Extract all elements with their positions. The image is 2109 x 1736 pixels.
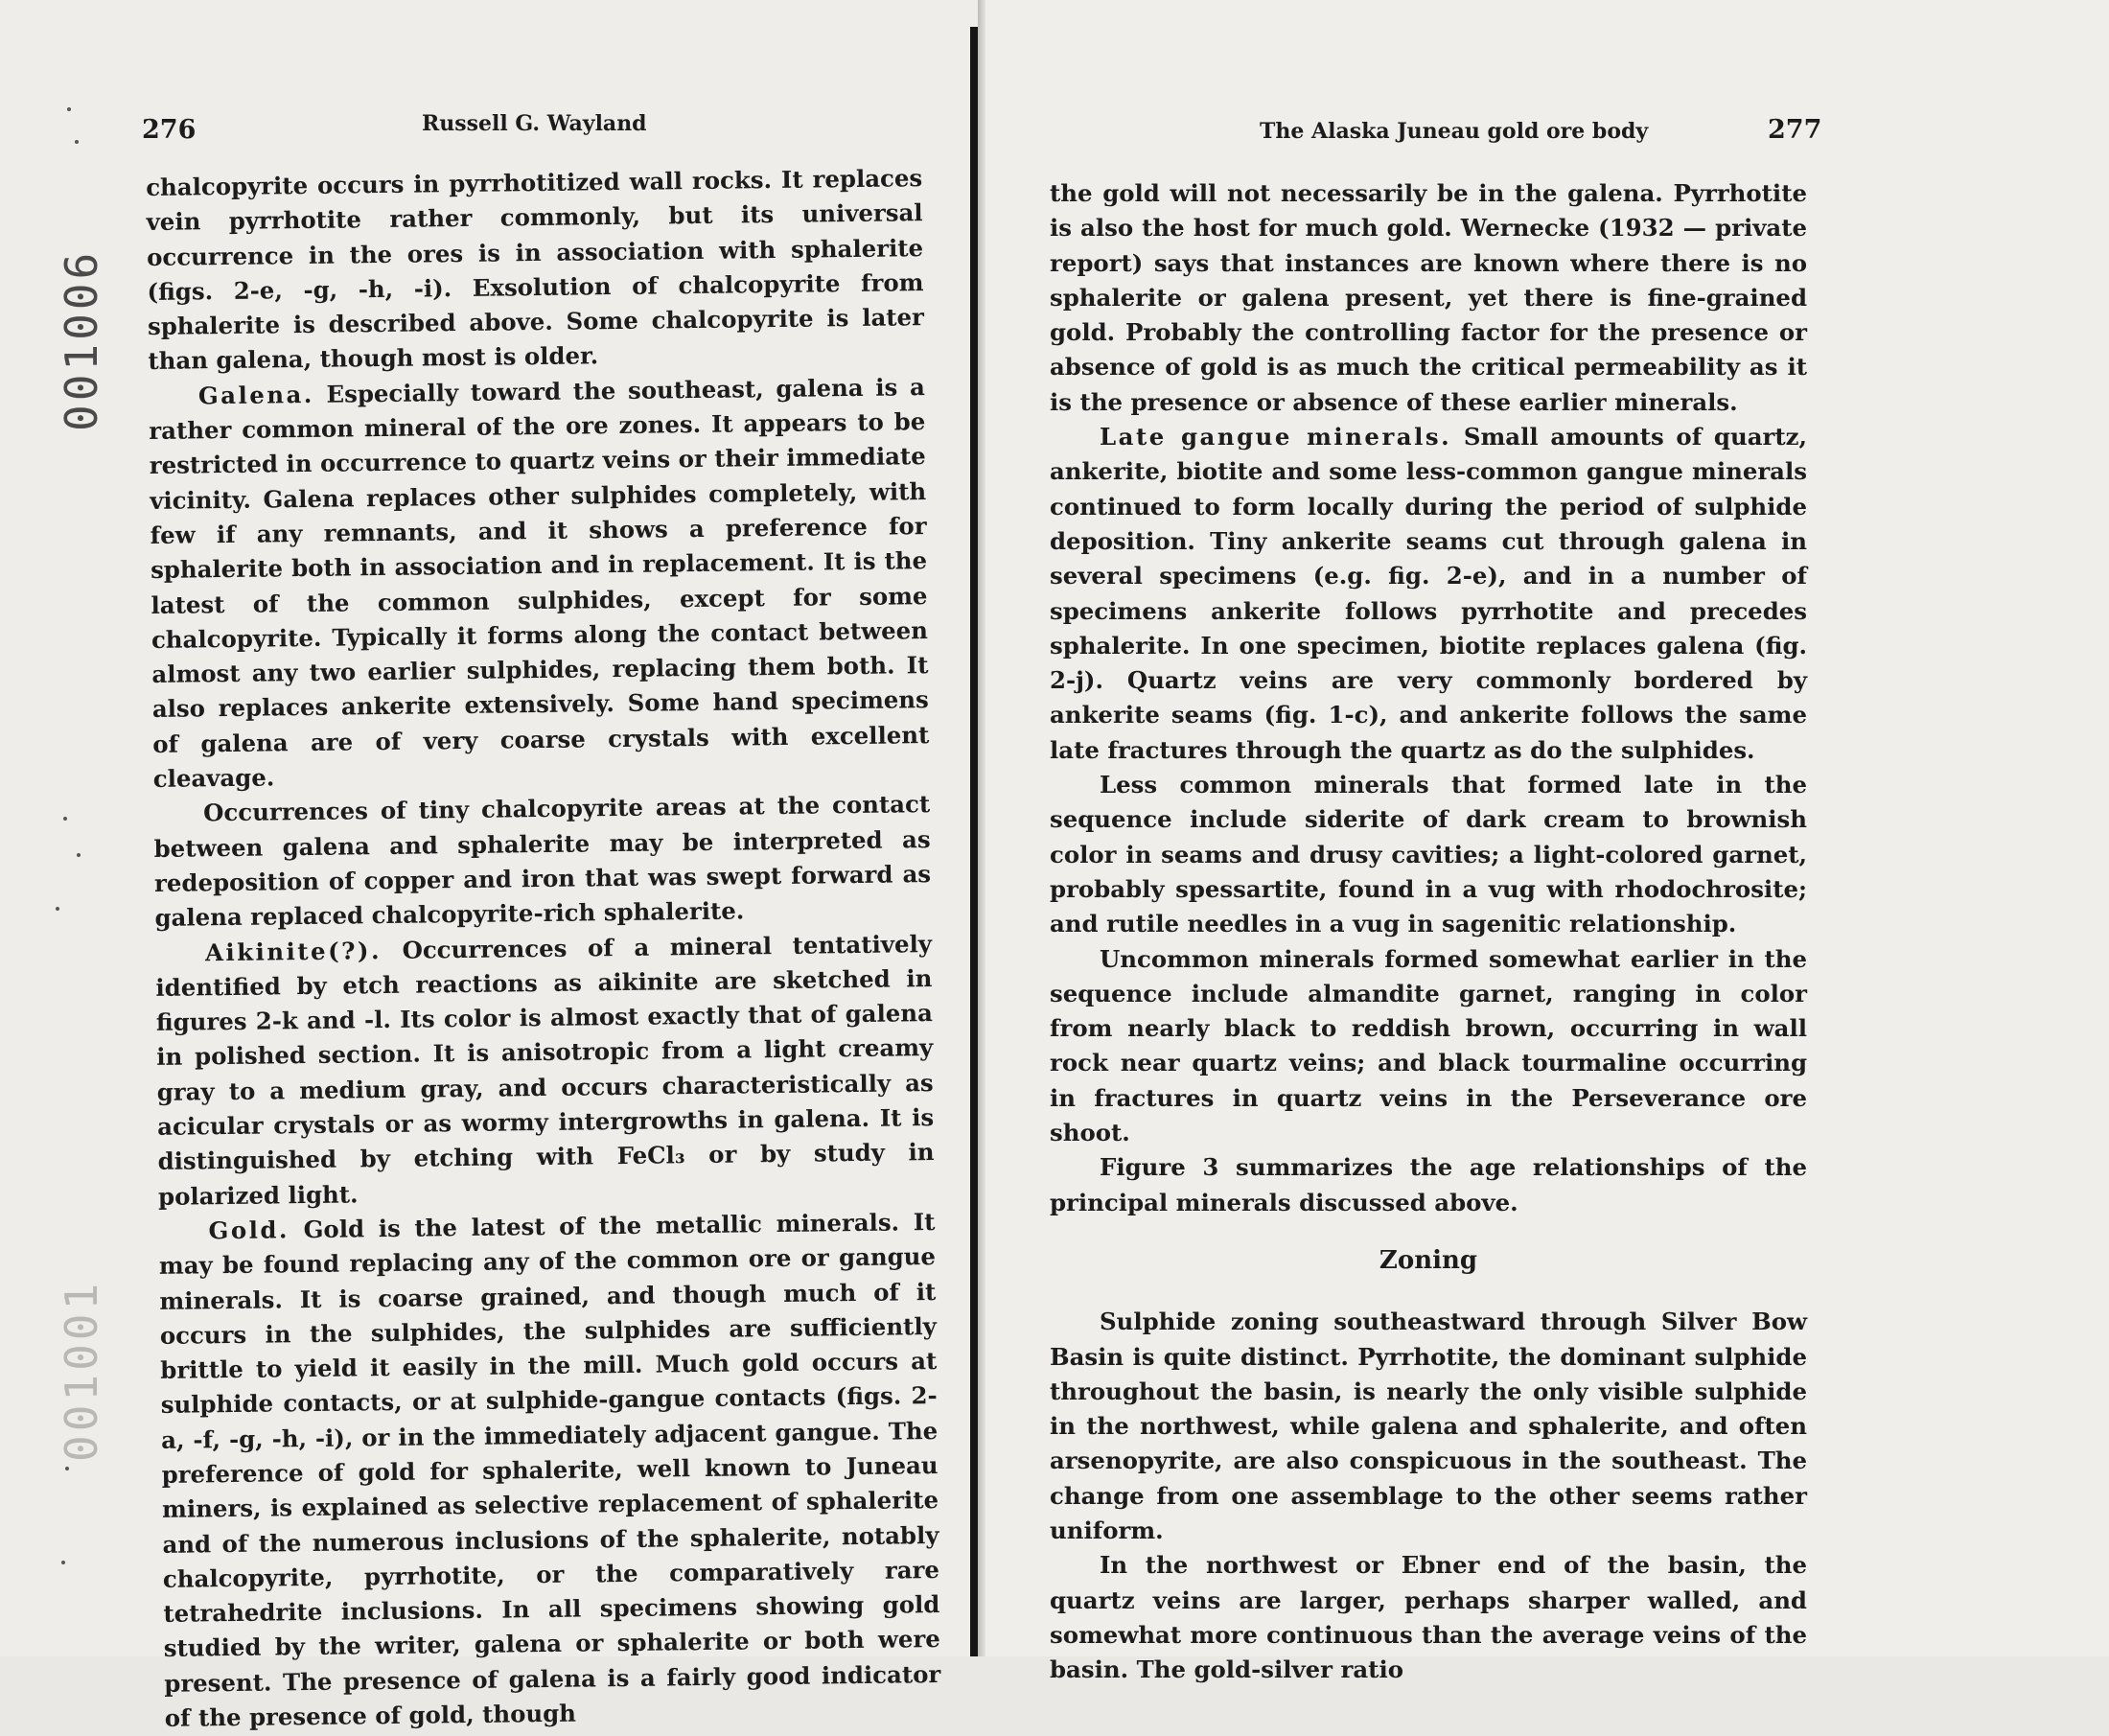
paragraph: Aikinite(?). Occurrences of a mineral tentatively identified by etch reactions as aikinite are sketched in figures 2-k and -l. Its color is almost exactly that of galena in polished section. It is anisotropic from a light creamy gray to a medium gray, and occurs characteristically as acicular crystals or as wormy intergrowths in galena. It is distinguished by etching with FeCl₃ or by study in polarized light. (155, 929, 935, 1211)
run-in-heading: Gold. (208, 1215, 290, 1245)
paragraph: the gold will not necessarily be in the galena. Pyrrhotite is also the host for much gold. Wernecke (1932 — private report) says that instances are known where there is no sphalerite or galena present, yet there is fine-grained gold. Probably the controlling factor for the presence or absence of gold is as much the critical permeability as it is the presence or absence of these earlier minerals. (1050, 179, 1807, 416)
paragraph: Gold. Gold is the latest of the metallic minerals. It may be found replacing any of the common ore or gangue minerals. It is coarse grained, and though much of it occurs in the sulphides, the sulphides are sufficiently brittle to yield it easily in the mill. Much gold occurs at sulphide contacts, or at sulphide-gangue contacts (figs. 2-a, -f, -g, -h, -i), or in the immediately adjacent gangue. The preference of gold for sphalerite, well known to Juneau miners, is explained as selective replacement of sphalerite and of the numerous inclusions of the sphalerite, notably chalcopyrite, pyrrhotite, or the comparatively rare tetrahedrite inclusions. In all specimens showing gold studied by the writer, galena or sphalerite or both were present. The presence of galena is a fairly good indicator of the presence of gold, though (158, 1207, 941, 1732)
left-page-number: 276 (142, 115, 197, 145)
run-in-heading: Galena. (197, 380, 314, 410)
run-in-heading: Late gangue minerals. (1100, 423, 1452, 451)
paragraph: Less common minerals that formed late in the sequence include siderite of dark cream to brownish color in seams and drusy cavities; a light-colored garnet, probably spessartite, found in a vug with rhodochrosite; and rutile needles in a vug in sagenitic relationship. (1050, 771, 1807, 938)
book-gutter (970, 27, 978, 1656)
left-text-column (146, 161, 941, 1736)
left-running-head: Russell G. Wayland (422, 111, 647, 136)
paragraph: Sulphide zoning southeastward through Silver Bow Basin is quite distinct. Pyrrhotite, the dominant sulphide throughout the basin, is nearly the only visible sulphide in the northwest, while galena and sphalerite, and often arsenopyrite, are also conspicuous in the southeast. The change from one assemblage to the other seems rather uniform. (1050, 1308, 1807, 1544)
paragraph: Uncommon minerals formed somewhat earlier in the sequence include almandite garnet, ranging in color from nearly black to reddish brown, occurring in wall rock near quartz veins; and black tourmaline occurring in fractures in quartz veins in the Perseverance ore shoot. (1050, 944, 1807, 1147)
paragraph: Figure 3 summarizes the age relationships of the principal minerals discussed above. (1050, 1153, 1807, 1216)
margin-stamp: 001006 (56, 248, 107, 432)
paragraph: chalcopyrite occurs in pyrrhotitized wall rocks. It replaces vein pyrrhotite rather commonly, but its universal occurrence in the ores is in association with sphalerite (figs. 2-e, -g, -h, -i). Exsolution of chalcopyrite from sphalerite is described above. Some chalcopyrite is later than galena, though most is older. (146, 164, 925, 376)
run-in-heading: Aikinite(?). (204, 936, 382, 966)
right-page-number: 277 (1768, 115, 1822, 145)
paragraph: Late gangue minerals. Small amounts of quartz, ankerite, biotite and some less-common gangue minerals continued to form locally during the period of sulphide deposition. Tiny ankerite seams cut through galena in several specimens (e.g. fig. 2-e), and in a number of specimens ankerite follows pyrrhotite and precedes sphalerite. In one specimen, biotite replaces galena (fig. 2-j). Quartz veins are very commonly bordered by ankerite seams (fig. 1-c), and ankerite follows the same late fractures through the quartz as do the sulphides. (1050, 423, 1807, 764)
left-page (0, 0, 978, 1732)
section-heading-zoning: Zoning (1379, 1245, 1478, 1275)
paragraph: Galena. Especially toward the southeast, galena is a rather common mineral of the ore zones. It appears to be restricted in occurrence to quartz veins or their immediate vicinity. Galena replaces other sulphides completely, with few if any remnants, and it shows a preference for sphalerite both in association and in replacement. It is the latest of the common sulphides, except for some chalcopyrite. Typically it forms along the contact between almost any two earlier sulphides, replacing them both. It also replaces ankerite extensively. Some hand specimens of galena are of very coarse crystals with excellent cleavage. (149, 372, 930, 793)
right-running-head: The Alaska Juneau gold ore body (1260, 119, 1649, 144)
paragraph: In the northwest or Ebner end of the basin, the quartz veins are larger, perhaps sharper walled, and somewhat more continuous than the average veins of the basin. The gold-silver ratio (1050, 1551, 1807, 1684)
paragraph: Occurrences of tiny chalcopyrite areas at the contact between galena and sphalerite may be interpreted as redeposition of copper and iron that was swept forward as galena replaced chalcopyrite-rich sphalerite. (153, 790, 932, 933)
margin-stamp-faint: 001001 (56, 1279, 107, 1463)
right-text-column (1050, 176, 1807, 1687)
